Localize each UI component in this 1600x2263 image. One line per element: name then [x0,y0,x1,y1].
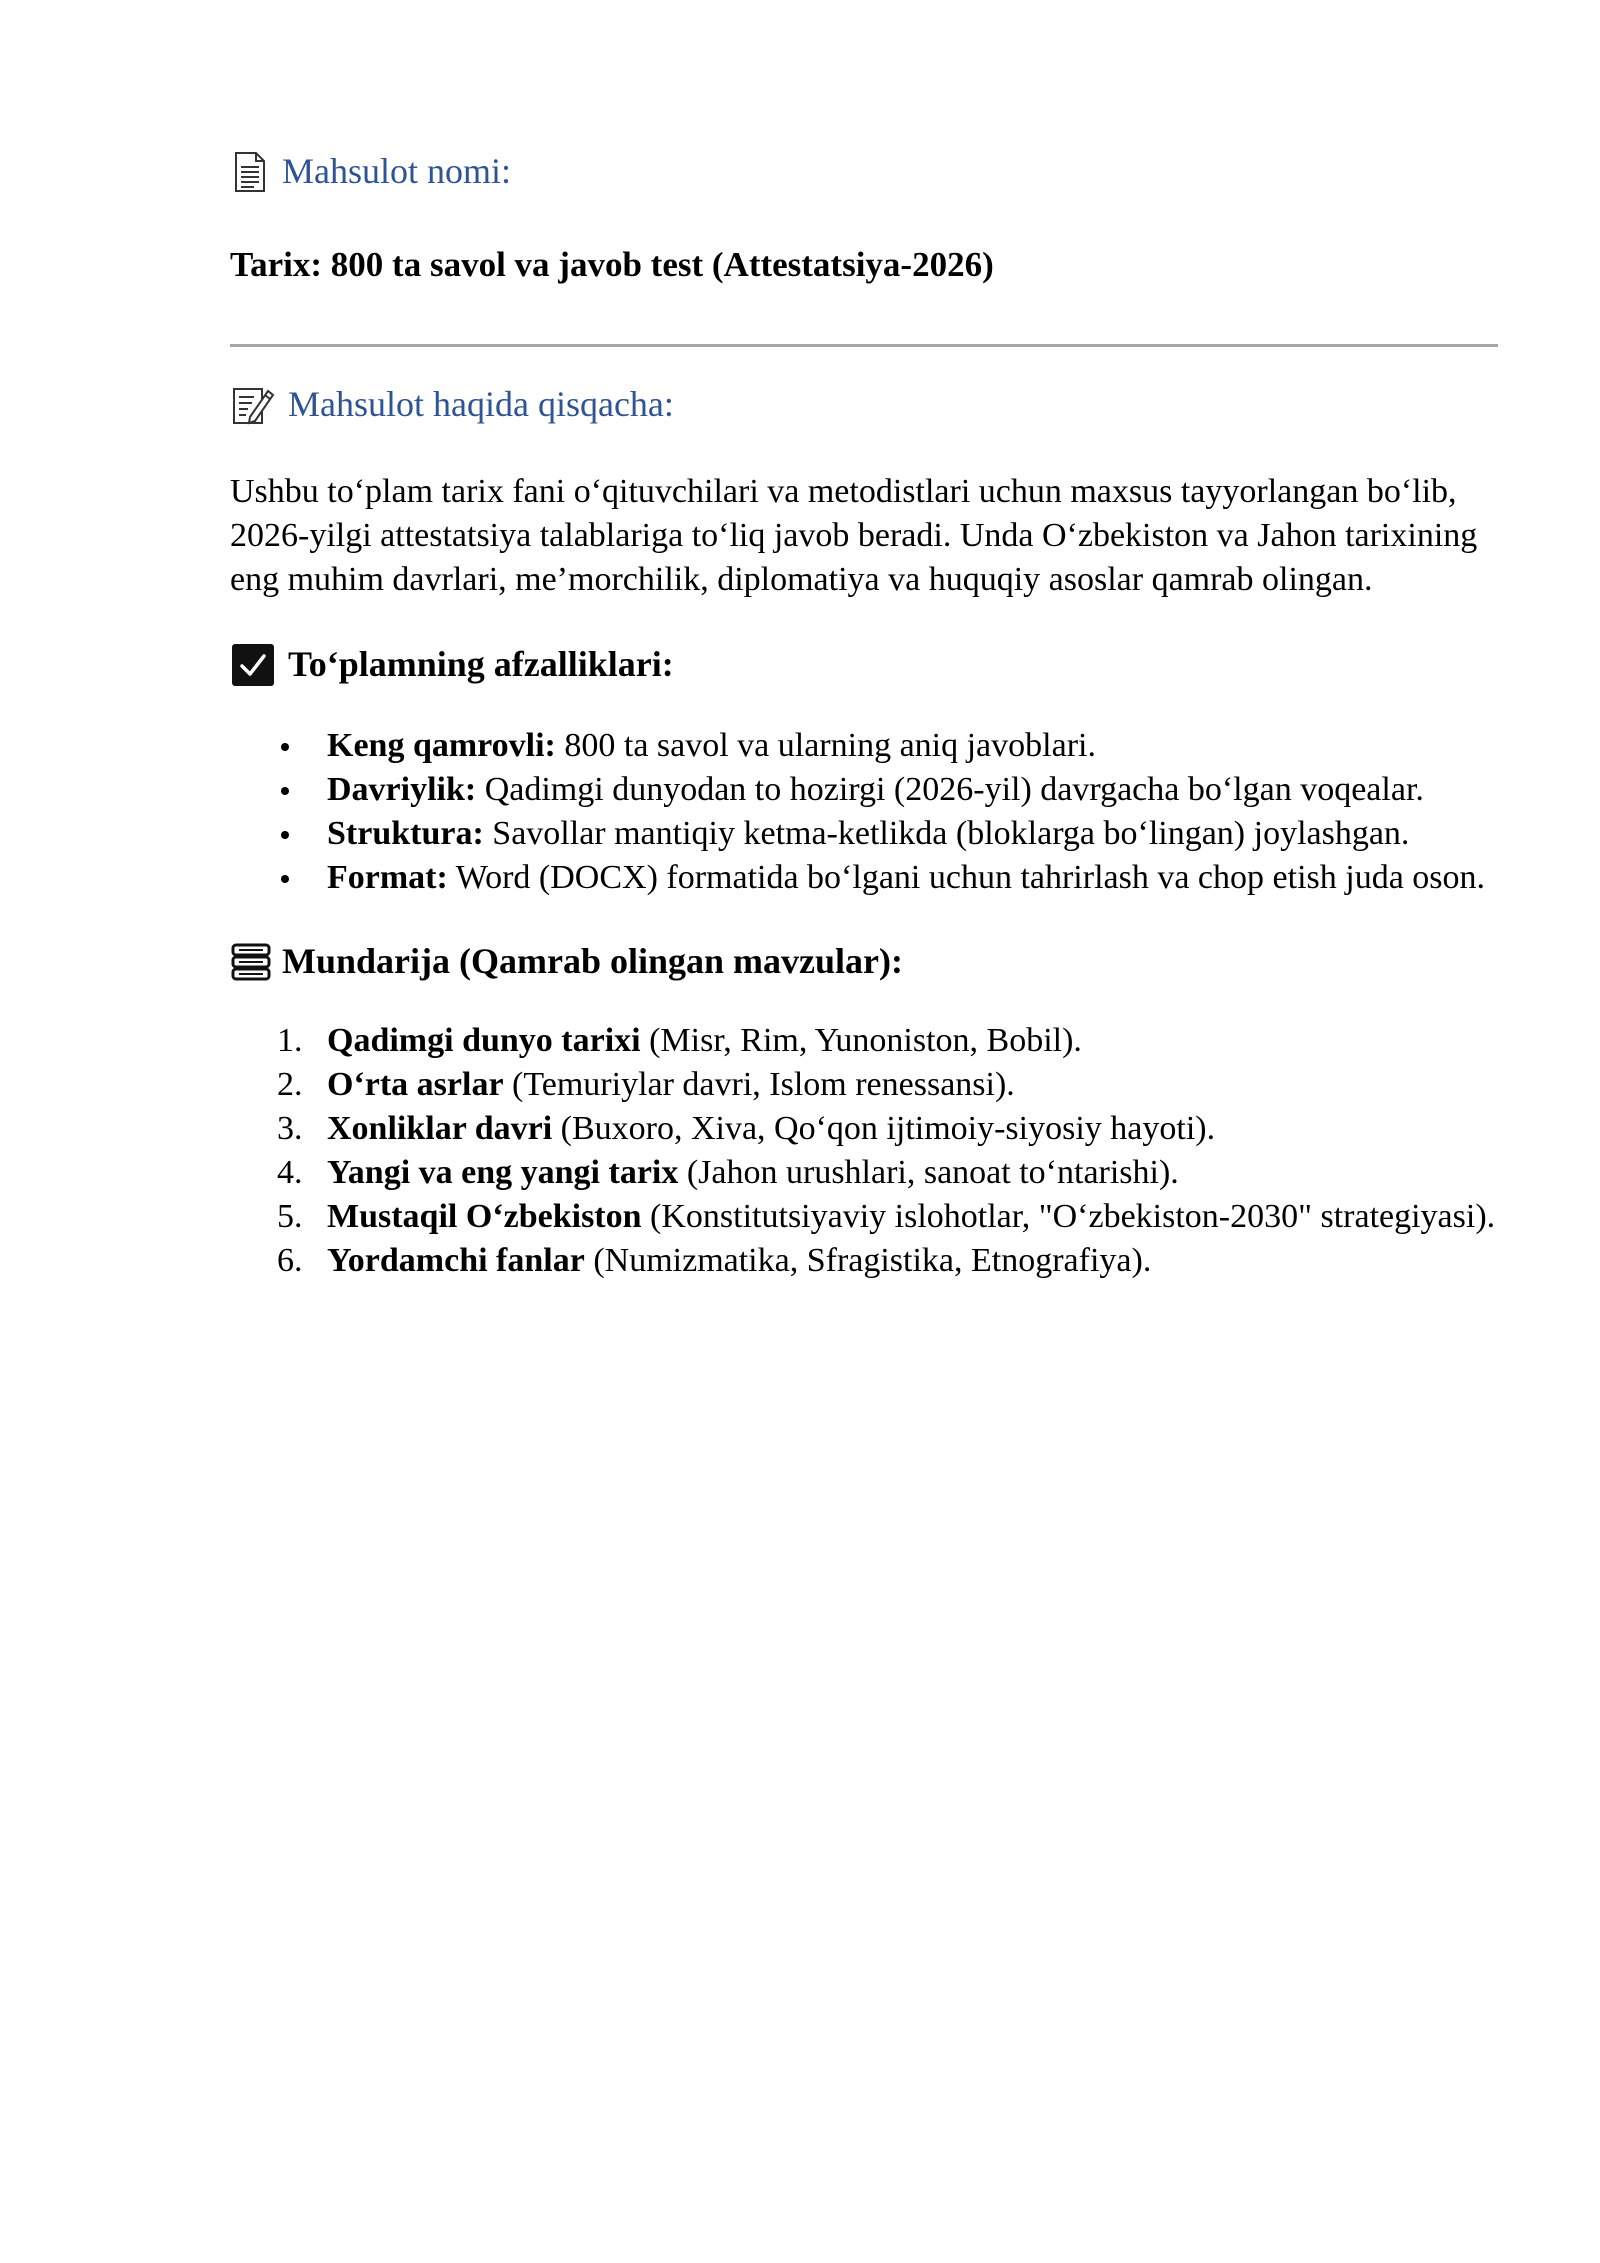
description-heading [230,383,1500,427]
product-name-label: Mahsulot nomi: [282,151,512,192]
list-item [277,1239,1500,1283]
contents-list [230,1019,1500,1283]
list-item-term: Yordamchi fanlar [327,1242,585,1280]
list-item [327,768,1500,812]
document-icon [230,150,270,194]
list-item-term: Struktura: [327,815,484,852]
list-item-number: 3. [277,1110,303,1148]
books-icon [230,942,272,982]
list-item [277,1195,1500,1239]
list-item [277,1019,1500,1063]
list-item-text: Savollar mantiqiy ketma-ketlikda (bloklarga bo‘lingan) joylashgan. [483,815,1410,852]
memo-pencil-icon [230,383,276,427]
contents-heading [230,940,1500,983]
list-item-text: (Temuriylar davri, Islom renessansi). [503,1066,1015,1104]
list-item-term: Yangi va eng yangi tarix [327,1154,679,1192]
list-item-text: (Buxoro, Xiva, Qo‘qon ijtimoiy-siyosiy hayoti). [552,1110,1216,1148]
list-item-number: 4. [277,1154,303,1192]
checkbox-checked-icon [230,642,276,688]
list-item [327,724,1500,768]
list-item-text: Word (DOCX) formatida bo‘lgani uchun tahrirlash va chop etish juda oson. [447,859,1486,896]
list-item-term: Mustaqil O‘zbekiston [327,1198,642,1236]
list-item-text: Qadimgi dunyodan to hozirgi (2026-yil) davrgacha bo‘lgan voqealar. [476,771,1424,808]
list-item-term: Format: [327,859,448,896]
list-item-term: O‘rta asrlar [327,1066,504,1104]
advantages-label: To‘plamning afzalliklari: [288,644,674,685]
list-item-number: 5. [277,1198,303,1236]
advantages-heading [230,642,1500,688]
list-item-text: (Misr, Rim, Yunoniston, Bobil). [640,1022,1082,1060]
contents-label: Mundarija (Qamrab olingan mavzular): [282,941,903,981]
list-item-term: Keng qamrovli: [327,727,556,764]
list-item [277,1107,1500,1151]
list-item [277,1063,1500,1107]
product-title: Tarix: 800 ta savol va javob test (Attestatsiya-2026) [230,245,994,284]
list-item [277,1151,1500,1195]
list-item-text: 800 ta savol va ularning aniq javoblari. [555,727,1096,764]
document-page [230,150,1500,1283]
list-item-text: (Jahon urushlari, sanoat to‘ntarishi). [678,1154,1179,1192]
list-item-number: 1. [277,1022,303,1060]
horizontal-divider [230,344,1498,347]
list-item-number: 2. [277,1066,303,1104]
list-item [327,856,1500,900]
list-item-term: Xonliklar davri [327,1110,553,1148]
product-name-heading [230,150,1500,194]
advantages-list [230,724,1500,900]
list-item [327,812,1500,856]
description-paragraph: Ushbu to‘plam tarix fani o‘qituvchilari va metodistlari uchun maxsus tayyorlangan bo‘lib, 2026-yilgi attestatsiya talablariga to‘liq javob beradi. Unda O‘zbekiston va Jahon tarixining eng muhim davrlari, me’morchilik, diplomatiya va huquqiy asoslar qamrab olingan. [230,473,1478,598]
list-item-term: Davriylik: [327,771,477,808]
list-item-number: 6. [277,1242,303,1280]
list-item-term: Qadimgi dunyo tarixi [327,1022,641,1060]
list-item-text: (Numizmatika, Sfragistika, Etnografiya). [584,1242,1152,1280]
list-item-text: (Konstitutsiyaviy islohotlar, "O‘zbekiston-2030" strategiyasi). [641,1198,1496,1236]
description-label: Mahsulot haqida qisqacha: [288,384,674,425]
